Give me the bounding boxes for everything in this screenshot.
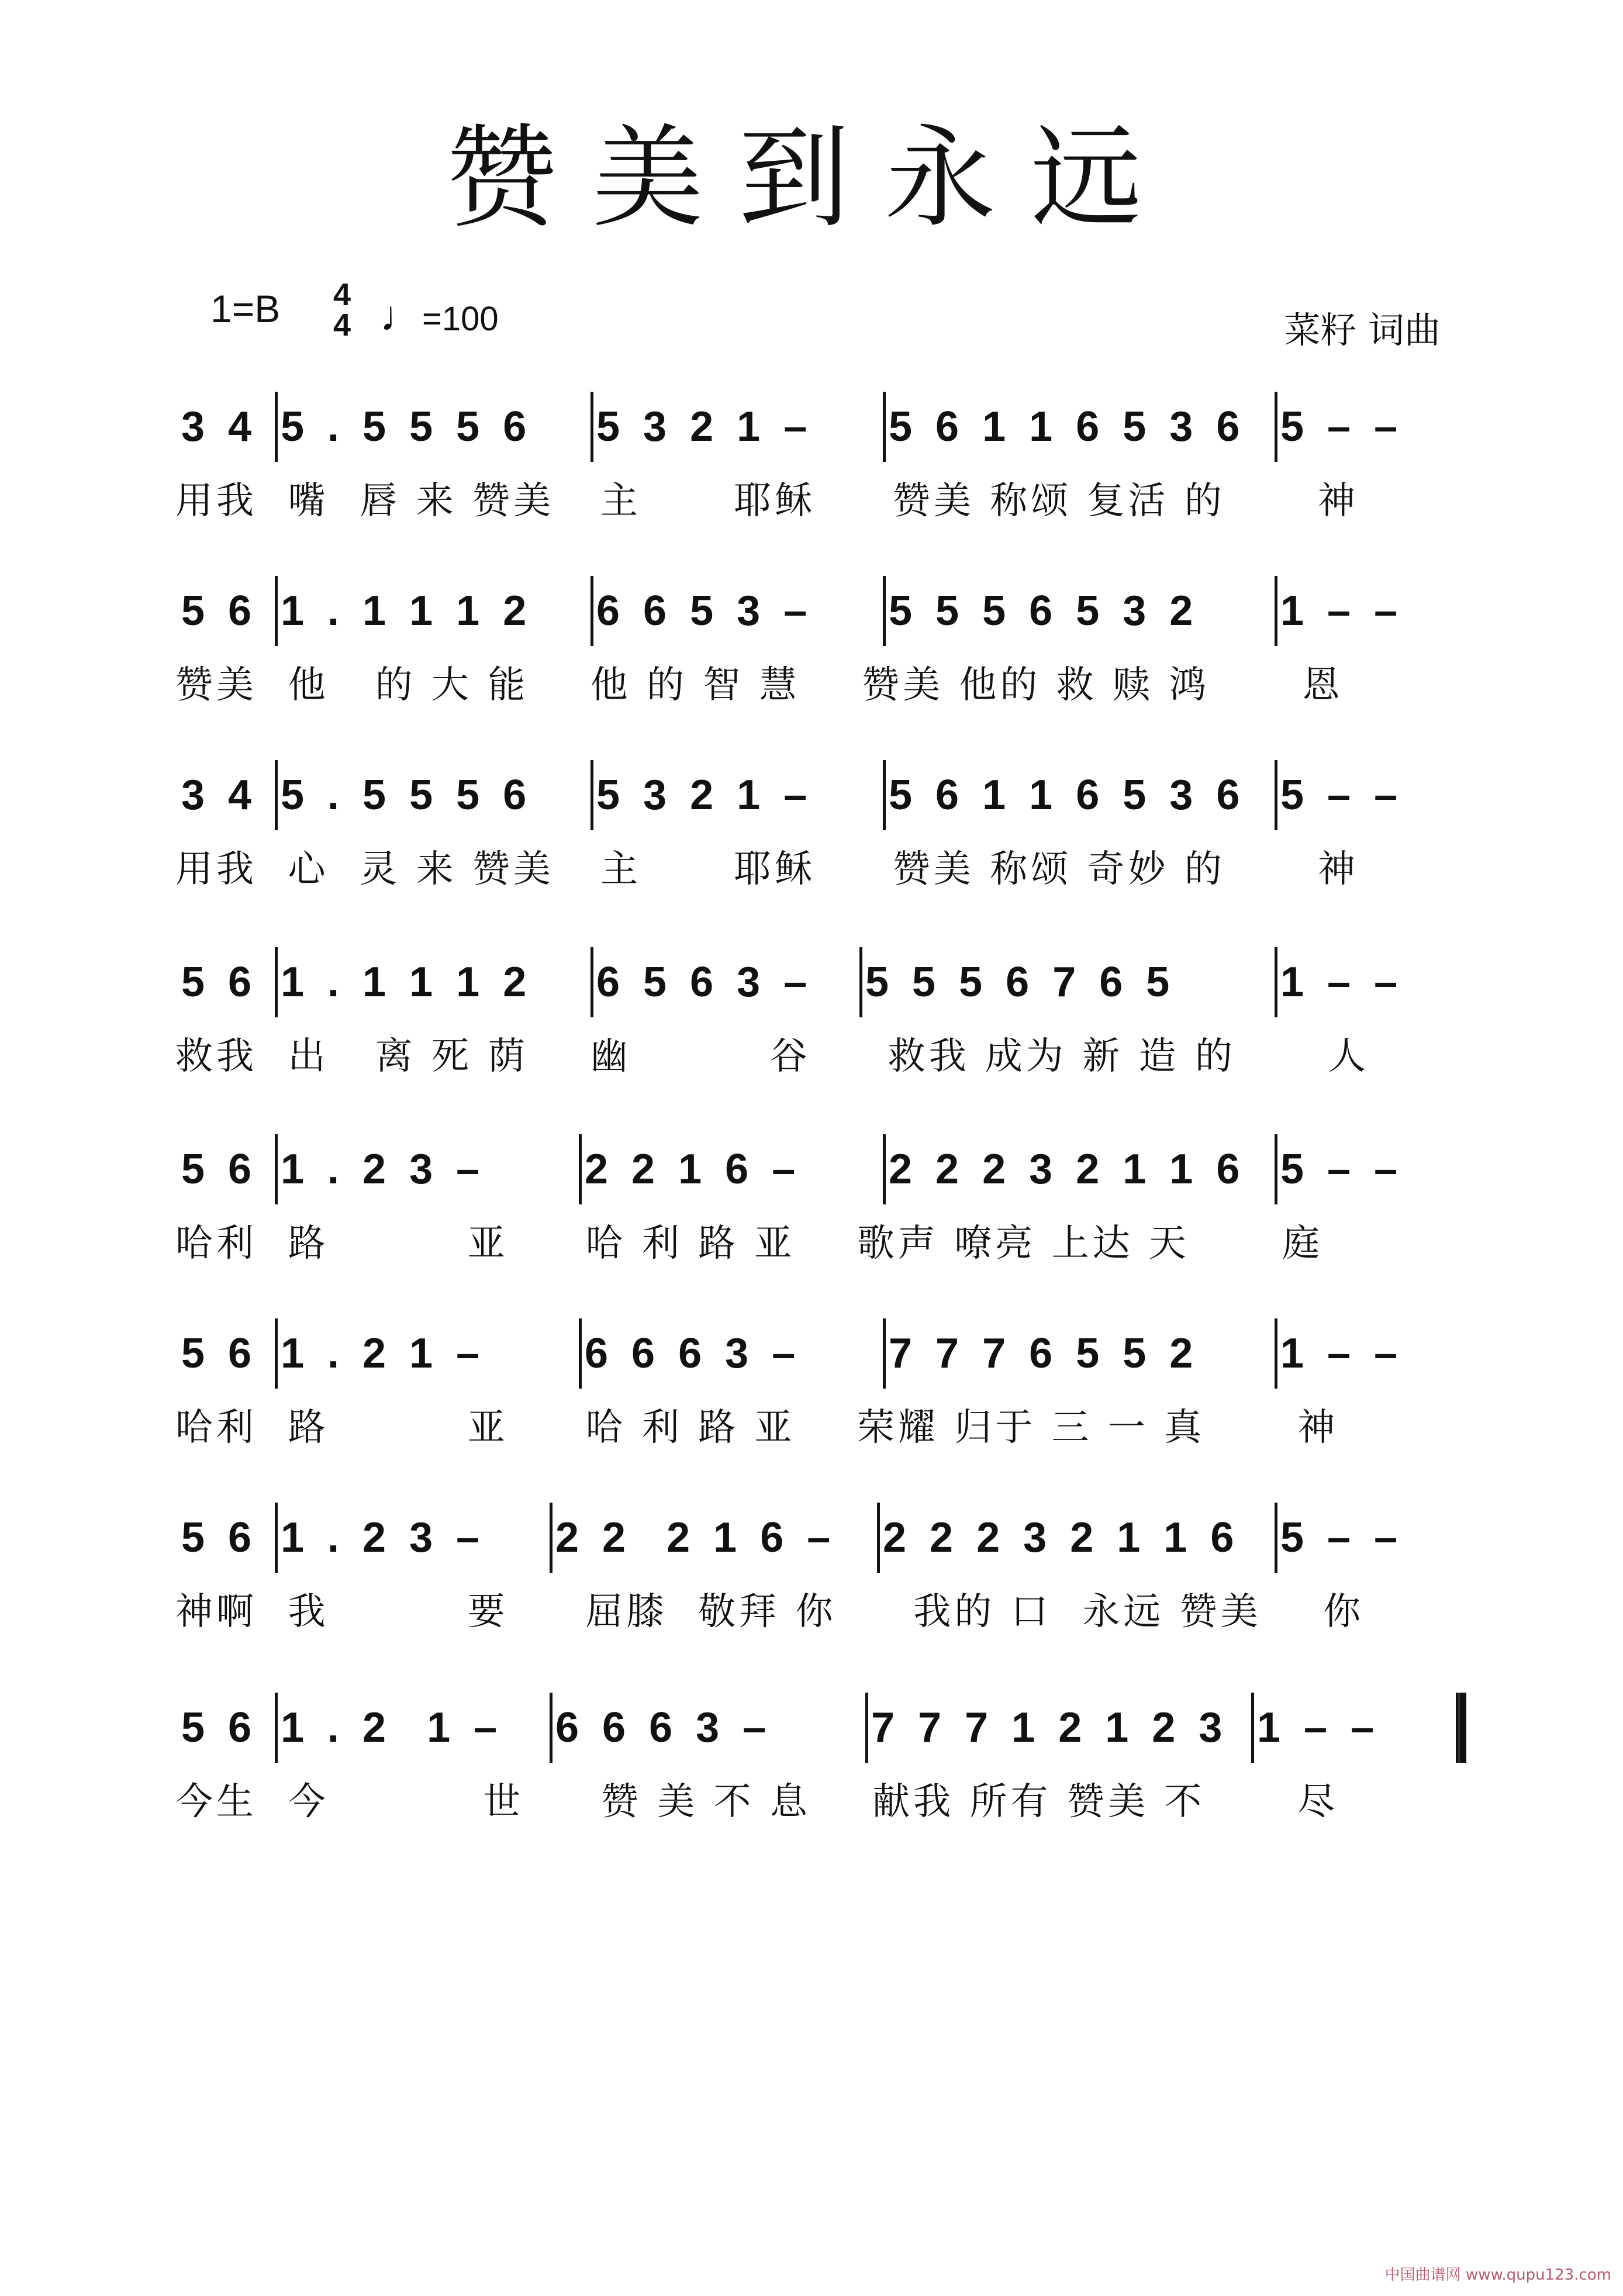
lyric-line: 神啊 我 要 屈膝 敬拜 你 我的 口 永远 赞美 你	[175, 1590, 1364, 1634]
measure-notes: 5 6	[181, 588, 258, 634]
lyric-line: 今生 今 世 赞 美 不 息 献我 所有 赞美 不 尽	[175, 1780, 1339, 1824]
measure-notes: 5 – –	[1280, 403, 1404, 450]
measure-notes: 1 . 2 3 –	[281, 1514, 486, 1561]
staff-system	[175, 1128, 1462, 1304]
pickup-measure	[175, 570, 275, 652]
author-credit: 菜籽 词曲	[1284, 309, 1441, 351]
measure	[1275, 1313, 1462, 1394]
measure	[275, 386, 591, 468]
measure	[275, 1128, 579, 1210]
measure-notes: 1 . 1 1 1 2	[281, 588, 533, 634]
measure-notes: 1 – –	[1257, 1704, 1380, 1751]
measure	[883, 386, 1275, 468]
measure-notes: 2 2 2 3 2 1 1 6	[883, 1514, 1240, 1561]
measure	[1275, 1128, 1462, 1210]
measure-notes: 5 – –	[1280, 772, 1404, 819]
measure-notes: 5 6	[181, 1704, 258, 1751]
measure-notes: 5 – –	[1280, 1146, 1404, 1193]
measure-notes: 5 3 2 1 –	[596, 403, 813, 450]
measure-notes: 7 7 7 1 2 1 2 3	[871, 1704, 1228, 1751]
measure	[591, 754, 883, 836]
lyric-line: 用我 心 灵 来 赞美 主 耶稣 赞美 称颂 奇妙 的 神	[175, 848, 1359, 891]
measure	[877, 1497, 1275, 1579]
song-title: 赞美到永远	[446, 113, 1177, 243]
measure-notes: 5 6	[181, 959, 258, 1006]
measure	[591, 570, 883, 652]
measure	[275, 1313, 579, 1394]
pickup-measure	[175, 1497, 275, 1579]
pickup-measure	[175, 1128, 275, 1210]
measure-notes: 1 . 2 3 –	[281, 1146, 486, 1193]
measure-notes: 6 6 5 3 –	[596, 588, 813, 634]
measure	[1275, 754, 1462, 836]
pickup-measure	[175, 941, 275, 1023]
staff-system	[175, 1687, 1462, 1862]
measure	[883, 1128, 1275, 1210]
measure-notes: 5 3 2 1 –	[596, 772, 813, 819]
key-signature: 1=B	[210, 287, 281, 330]
pickup-measure	[175, 754, 275, 836]
measure	[591, 941, 859, 1023]
measure	[591, 386, 883, 468]
measure-notes: 3 4	[181, 772, 258, 819]
measure	[1251, 1687, 1462, 1769]
measure	[883, 1313, 1275, 1394]
measure	[275, 1687, 550, 1769]
measure	[550, 1687, 865, 1769]
measure-notes: 3 4	[181, 403, 258, 450]
measure-notes: 1 . 2 1 –	[281, 1704, 503, 1751]
watermark: 中国曲谱网 www.qupu123.com	[1384, 2266, 1611, 2284]
measure-notes: 5 5 5 6 5 3 2	[889, 588, 1199, 634]
staff-system	[175, 570, 1462, 745]
measure-notes: 5 6 1 1 6 5 3 6	[889, 772, 1246, 819]
tempo-marking	[380, 292, 499, 340]
time-signature-numerator: 4	[333, 277, 351, 312]
lyric-line: 哈利 路 亚 哈 利 路 亚 歌声 嘹亮 上达 天 庭	[175, 1222, 1323, 1265]
measure	[1275, 1497, 1462, 1579]
measure-notes: 1 – –	[1280, 959, 1404, 1006]
measure-notes: 2 2 1 6 –	[585, 1146, 802, 1193]
measure	[1275, 386, 1462, 468]
measure-notes: 1 – –	[1280, 588, 1404, 634]
time-signature-denominator: 4	[333, 308, 351, 343]
measure-notes: 1 . 1 1 1 2	[281, 959, 533, 1006]
staff-system	[175, 386, 1462, 561]
measure	[859, 941, 1275, 1023]
measure-notes: 5 – –	[1280, 1514, 1404, 1561]
quarter-note-icon: ♩	[380, 293, 422, 340]
pickup-measure	[175, 1687, 275, 1769]
pickup-measure	[175, 1313, 275, 1394]
measure	[865, 1687, 1251, 1769]
staff-system	[175, 1313, 1462, 1488]
lyric-line: 赞美 他 的 大 能 他 的 智 慧 赞美 他的 救 赎 鸿 恩	[175, 664, 1344, 707]
lyric-line: 用我 嘴 唇 来 赞美 主 耶稣 赞美 称颂 复活 的 神	[175, 479, 1359, 523]
staff-system	[175, 1497, 1462, 1672]
lyric-line: 救我 出 离 死 荫 幽 谷 救我 成为 新 造 的 人	[175, 1035, 1370, 1078]
measure	[883, 570, 1275, 652]
measure	[883, 754, 1275, 836]
measure-notes: 1 – –	[1280, 1330, 1404, 1377]
staff-system	[175, 941, 1462, 1117]
measure	[579, 1128, 883, 1210]
measure	[275, 570, 591, 652]
measure	[550, 1497, 877, 1579]
measure	[275, 1497, 550, 1579]
tempo-value: =100	[422, 300, 499, 338]
lyric-line: 哈利 路 亚 哈 利 路 亚 荣耀 归于 三 一 真 神	[175, 1406, 1339, 1449]
measure-notes: 6 6 6 3 –	[585, 1330, 802, 1377]
measure	[275, 941, 591, 1023]
measure-notes: 6 6 6 3 –	[555, 1704, 772, 1751]
measure	[579, 1313, 883, 1394]
measure-notes: 5 6 1 1 6 5 3 6	[889, 403, 1246, 450]
measure-notes: 5 6	[181, 1330, 258, 1377]
measure-notes: 7 7 7 6 5 5 2	[889, 1330, 1199, 1377]
measure-notes: 5 . 5 5 5 6	[281, 772, 533, 819]
measure-notes: 5 6	[181, 1514, 258, 1561]
measure	[1275, 941, 1462, 1023]
pickup-measure	[175, 386, 275, 468]
time-signature	[327, 277, 357, 343]
staff-system	[175, 754, 1462, 930]
measure-notes: 5 . 5 5 5 6	[281, 403, 533, 450]
measure-notes: 2 2 2 1 6 –	[555, 1514, 837, 1561]
measure-notes: 2 2 2 3 2 1 1 6	[889, 1146, 1246, 1193]
measure-notes: 1 . 2 1 –	[281, 1330, 486, 1377]
measure-notes: 5 5 5 6 7 6 5	[865, 959, 1176, 1006]
measure	[275, 754, 591, 836]
final-bar-line	[1456, 1693, 1466, 1763]
measure	[1275, 570, 1462, 652]
measure-notes: 5 6	[181, 1146, 258, 1193]
measure-notes: 6 5 6 3 –	[596, 959, 813, 1006]
